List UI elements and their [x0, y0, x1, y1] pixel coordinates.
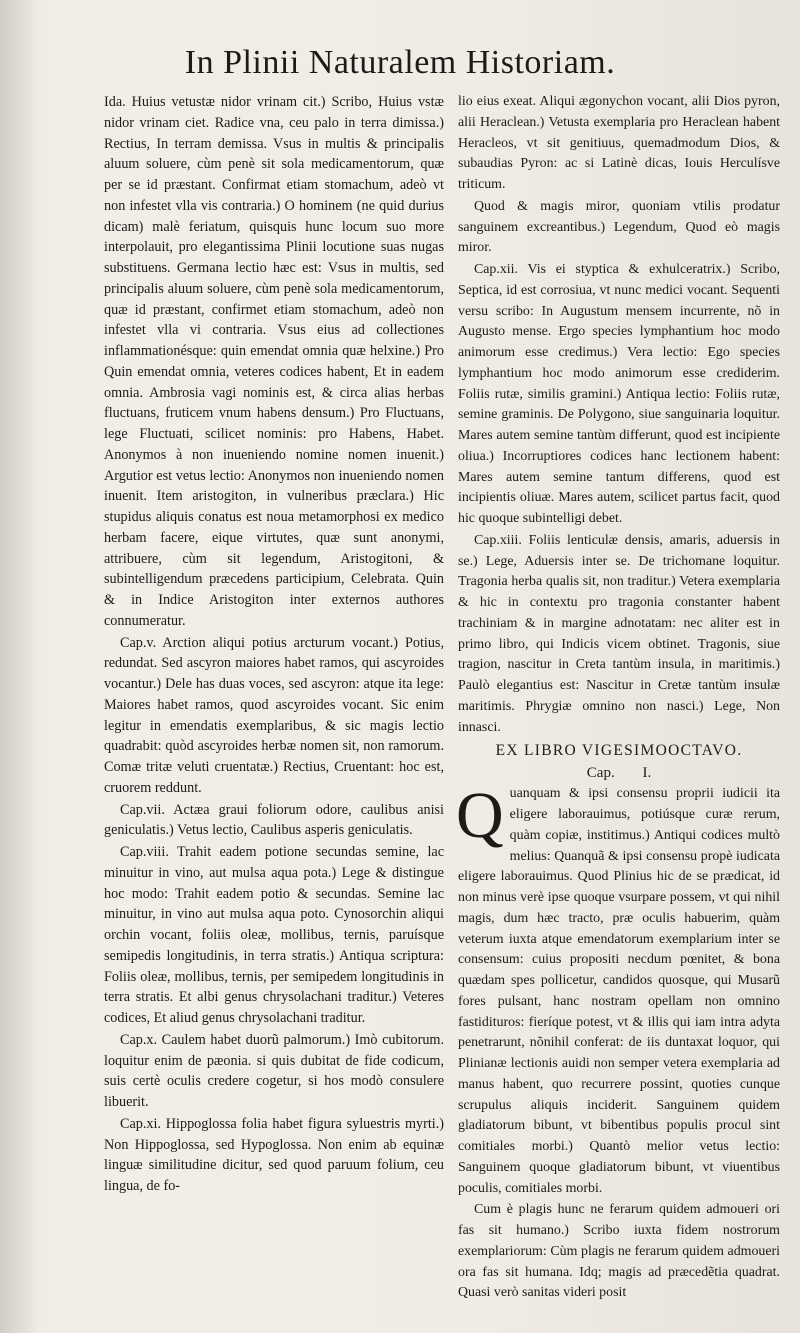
right-paragraph-5-text: uanquam & ipsi consensu proprii iudicii ita eligere laborauimus, potiúsque curæ rerum, quàm copiæ, institimus.) Antiqui codices multò melius: Quanquã & ipsi consensu propè iudicata eligere laborauimus. Quod Plinius hic de se prædicat, id non minus verè ipse quoque vsurpare possem, vt qui nihil magis, dum hæc tracto, præ oculis habuerim, quàm veterum iuxta atque emendatorum exemplarium inter se consensum: cuius propositi necdum pœnitet, & bona quædam spes pollicetur, candidos quosque, qui Musarũ fores pulsant, hanc nostram opellam non omnino fastidituros: fieríque potest, vt & illis qui iam intra adyta penetrarunt, nõnihil conferat: de iis duntaxat loquor, qui Plinianæ lectionis auidi non semper vetera exemplaria ad manus habent, quo recurrere possint, quoties cunque scrupulus aliquis inciderit. Sanguinem quidem gladiatorum bibunt, vt bibentibus populis procul sint comitiales morbi.) Quantò melior vetus lectio: Sanguinem quoque gladiatorum bibunt, vt viuentibus poculis, comitiales morbi.	[458, 786, 780, 1196]
right-paragraph-2: Quod & magis miror, quoniam vtilis prodatur sanguinem excreantibus.) Legendum, Quod eò magis miror.	[458, 198, 780, 256]
left-paragraph-6: Cap.xi. Hippoglossa folia habet figura syluestris myrti.) Non Hippoglossa, sed Hypoglossa. Non enim ab equinæ linguæ similitudine dicitur, sed quod paruum folium, ceu lingua, de fo-	[104, 1115, 444, 1194]
left-column	[104, 92, 444, 1198]
left-paragraph-5: Cap.x. Caulem habet duorũ palmorum.) Imò cubitorum. loquitur enim de pæonia. si quis dubitat de fide codicum, suis certè oculis credere cogetur, si hos modò consulere libuerit.	[104, 1031, 444, 1110]
right-paragraph-5	[456, 779, 780, 1199]
right-paragraph-1: lio eius exeat. Aliqui ægonychon vocant, alii Dios pyron, alii Heraclean.) Vetusta exemplaria pro Heraclean habent Heracleos, vt sit genitiuus, quemadmodum Dios, & subaudias Pyron: ac si Latinè dicas, Iouis Herculísve triticum.	[458, 94, 780, 192]
left-paragraph-3: Cap.vii. Actæa graui foliorum odore, caulibus anisi geniculatis.) Vetus lectio, Caulibus asperis geniculatis.	[104, 801, 444, 839]
right-paragraph-3: Cap.xii. Vis ei styptica & exhulceratrix.) Scribo, Septica, id est corrosiua, vt nunc medici vocant. Sequenti versu scribo: In Augustum mensem incurrente, nõ in Augusto mense. Ergo species lymphantium hoc modo animorum esse credimus.) Vera lectio: Ego species lymphantium hoc modo animorum esse crediderim. Foliis rutæ, similis gramini.) Antiqua lectio: Foliis rutæ, semine graminis. De Polygono, siue sanguinaria loquitur. Mares autem semine tantùm differunt, quod est incipiente oliua.) Incorruptiores codices hanc lectionem habent: Mares autem semine tantum differens, quod est incipientis oliuæ. Mares autem, scilicet partus facit, quod hic quoque subintelligi debet.	[458, 262, 780, 526]
right-column	[458, 92, 780, 1305]
chapter-heading: Cap. I.	[586, 765, 652, 782]
left-paragraph-1: Ida. Huius vetustæ nidor vrinam cit.) Scribo, Huius vstæ nidor vrinam ciet. Radice vna, ceu palo in terra dimissa.) Rectius, In terram demissa. Vsus in multis & principalis aluum soluere, cùm penè sit sola medicamentorum, quæ per se id præstant. Confirmat etiam stomachum, adeò vt non infestet vlla vis contraria.) O hominem (ne quid durius dicam) malè feriatum, quisquis hunc locum suo more interpolauit, pro elegantissima Plinii locutione suas nugas substituens. Germana lectio hæc est: Vsus in multis, sed principalis aluum soluere, cùm penè sola medicamentorum, quæ id præstant, confirmet etiam stomachum, adeò non infestet vlla vi contraria. Vsus eius ad collectiones inflammationésque: quin emendat omnia quæ helxine.) Pro Quin emendat omnia, veteres codices habent, Et in eadem omnia. Ambrosia vagi nominis est, & circa alias herbas fluctuans, fruticem vnum habens densum.) Pro Fluctuans, lege Fluctuati, scilicet nominis: pro Habens, Habet. Anonymos à non inueniendo nomine nomen inuenit.) Argutior est vetus lectio: Anonymos non inueniendo nomen inuenit. Item aristogiton, in vulneribus præclara.) Hic stupidus aliquis conatus est noua metamorphosi ex medico herbam facere, eique virtutes, quæ sunt anonymi, attribuere, cùm sit legendum, Aristogitoni, & subintelligendum præcedens participium, Celebrata. Quin & in Indice Aristogiton inter externos authores connumeratur.	[104, 94, 444, 629]
running-title: In Plinii Naturalem Historiam.	[184, 44, 616, 81]
gutter-shadow	[0, 0, 40, 1333]
left-paragraph-2: Cap.v. Arction aliqui potius arcturum vocant.) Potius, redundat. Sed ascyron maiores habet ramos, qui ascyroides vocantur.) Dele has duas voces, sed ascyron: atque ita lege: Maiores habet ramos, quod ascyroides vocant. Sic enim legitur in emendatis exemplaribus, & sic magis lectio quadrabit: quòd ascyroides herbæ nomen sit, non ramorum. Comæ tritæ veluti cruentatæ.) Rectius, Cruentant: hoc est, cruorem reddunt.	[104, 634, 444, 796]
right-paragraph-4: Cap.xiii. Foliis lenticulæ densis, amaris, aduersis in se.) Lege, Aduersis inter se. De trichomane loquitur. Tragonia herba qualis sit, non traditur.) Vetera exemplaria & hic in contextu pro tragonia constanter habent trachiniam & in margine adnotatam: nec aliter est in primo libro, qui Indicis vicem obtinet. Tragonis, siue tragion, nascitur in Creta tantùm insula, in maritimis.) Paulò elegantius est: Nascitur in Cretæ tantùm insulæ maritimis. Phrygiæ omnino non nasci.) Lege, Non innasci.	[458, 532, 780, 735]
book-heading: EX LIBRO VIGESIMOOCTAVO.	[495, 742, 743, 760]
drop-cap-letter: Q	[456, 779, 504, 853]
right-paragraph-6: Cum è plagis hunc ne ferarum quidem admoueri ori fas sit humano.) Scribo iuxta fidem nostrorum exemplariorum: Cùm plagis ne ferarum quidem admoueri ora fas sit humana. Idq; magis ad præcedẽtia quadrat. Quasi verò sanitas videri posit	[458, 1202, 780, 1301]
left-paragraph-4: Cap.viii. Trahit eadem potione secundas semine, lac minuitur in vino, aut mulsa aqua pota.) Lege & distingue hoc modo: Trahit eadem potio & secundas. Semine lac minuitur, in vino aut mulsa aqua poto. Cynosorchin aliqui orchin vocant, foliis oleæ, mollibus, ternis, paruísque semipedis longitudinis, in terra stratis.) Antiqua scriptura: Foliis oleæ, mollibus, ternis, per semipedem longitudinis in terra stratis. Et albi genus chrysolachani traditur.) Veteres codices, Et aliud genus chrysolachani traditur.	[104, 844, 444, 1026]
